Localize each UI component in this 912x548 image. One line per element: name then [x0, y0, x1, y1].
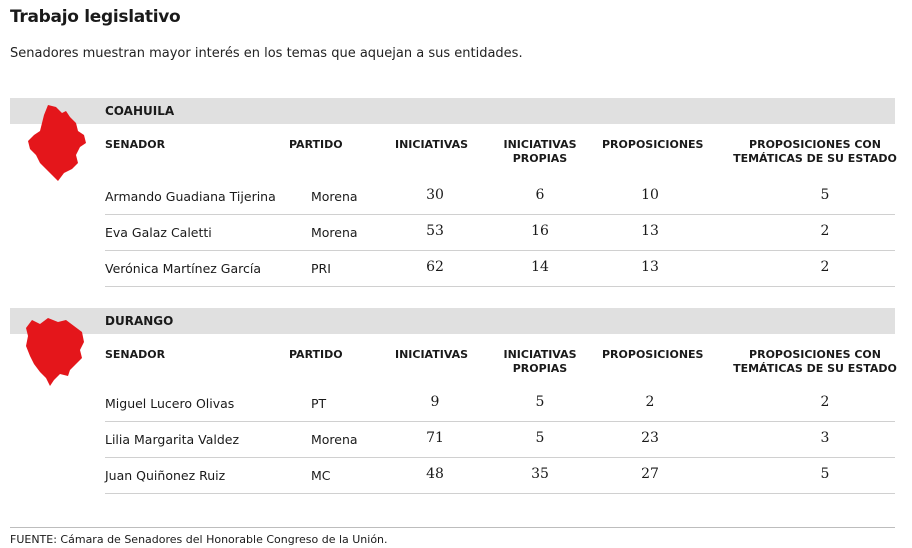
- cell-proposiciones: 2: [645, 394, 655, 410]
- cell-senador: Juan Quiñonez Ruiz: [105, 468, 226, 483]
- cell-partido: Morena: [311, 189, 358, 204]
- col-header-line: PROPIAS: [512, 152, 568, 165]
- cell-proposiciones: 27: [641, 466, 659, 482]
- cell-prop-estado: 5: [820, 466, 830, 482]
- cell-iniciativas-propias: 16: [531, 223, 549, 239]
- cell-iniciativas-propias: 6: [535, 187, 545, 203]
- col-proposiciones: PROPOSICIONES: [602, 138, 704, 151]
- cell-prop-estado: 2: [820, 259, 830, 275]
- col-header-line: INICIATIVAS: [503, 138, 577, 151]
- col-iniciativas: INICIATIVAS: [395, 138, 469, 151]
- col-partido: PARTIDO: [289, 138, 343, 151]
- cell-senador: Miguel Lucero Olivas: [105, 396, 235, 411]
- cell-partido: PRI: [311, 261, 331, 276]
- col-header-line: INICIATIVAS: [503, 348, 577, 361]
- cell-partido: Morena: [311, 225, 358, 240]
- cell-iniciativas-propias: 5: [535, 394, 545, 410]
- state-name: DURANGO: [105, 314, 174, 328]
- cell-iniciativas: 9: [430, 394, 440, 410]
- cell-proposiciones: 13: [641, 259, 659, 275]
- cell-iniciativas: 30: [426, 187, 444, 203]
- col-iniciativas: INICIATIVAS: [395, 348, 469, 361]
- cell-prop-estado: 3: [820, 430, 830, 446]
- col-partido: PARTIDO: [289, 348, 343, 361]
- cell-proposiciones: 23: [641, 430, 659, 446]
- cell-senador: Lilia Margarita Valdez: [105, 432, 240, 447]
- table-row: [105, 458, 895, 494]
- cell-prop-estado: 2: [820, 223, 830, 239]
- cell-prop-estado: 2: [820, 394, 830, 410]
- table-row: [105, 251, 895, 287]
- cell-iniciativas-propias: 5: [535, 430, 545, 446]
- cell-iniciativas: 71: [426, 430, 444, 446]
- cell-prop-estado: 5: [820, 187, 830, 203]
- col-proposiciones: PROPOSICIONES: [602, 348, 704, 361]
- cell-iniciativas-propias: 14: [531, 259, 549, 275]
- source-footer: FUENTE: Cámara de Senadores del Honorable Congreso de la Unión.: [10, 533, 388, 546]
- coahuila-map-icon: [26, 103, 88, 183]
- page-title: Trabajo legislativo: [10, 7, 181, 27]
- cell-iniciativas-propias: 35: [531, 466, 549, 482]
- cell-senador: Eva Galaz Caletti: [105, 225, 212, 240]
- col-iniciativas-propias: [490, 348, 590, 376]
- cell-iniciativas: 62: [426, 259, 444, 275]
- table-row: [105, 215, 895, 251]
- footer-divider: [10, 527, 895, 528]
- col-header-line: PROPIAS: [512, 362, 568, 375]
- cell-proposiciones: 10: [641, 187, 659, 203]
- table-row: [105, 179, 895, 215]
- col-header-line: TEMÁTICAS DE SU ESTADO: [733, 362, 897, 375]
- cell-partido: MC: [311, 468, 331, 483]
- col-senador: SENADOR: [105, 138, 166, 151]
- cell-iniciativas: 48: [426, 466, 444, 482]
- col-prop-estado: [730, 348, 900, 376]
- cell-iniciativas: 53: [426, 223, 444, 239]
- col-header-line: PROPOSICIONES CON: [749, 348, 881, 361]
- section-coahuila: [10, 98, 895, 288]
- table-row: [105, 422, 895, 458]
- durango-map-icon: [24, 314, 86, 388]
- col-header-line: TEMÁTICAS DE SU ESTADO: [733, 152, 897, 165]
- table-row: [105, 386, 895, 422]
- col-prop-estado: [730, 138, 900, 166]
- cell-partido: Morena: [311, 432, 358, 447]
- section-durango: [10, 308, 895, 498]
- col-senador: SENADOR: [105, 348, 166, 361]
- cell-partido: PT: [311, 396, 327, 411]
- cell-senador: Armando Guadiana Tijerina: [105, 189, 276, 204]
- cell-senador: Verónica Martínez García: [105, 261, 262, 276]
- col-iniciativas-propias: [490, 138, 590, 166]
- cell-proposiciones: 13: [641, 223, 659, 239]
- page-subtitle: Senadores muestran mayor interés en los temas que aquejan a sus entidades.: [10, 46, 523, 61]
- col-header-line: PROPOSICIONES CON: [749, 138, 881, 151]
- state-name: COAHUILA: [105, 104, 175, 118]
